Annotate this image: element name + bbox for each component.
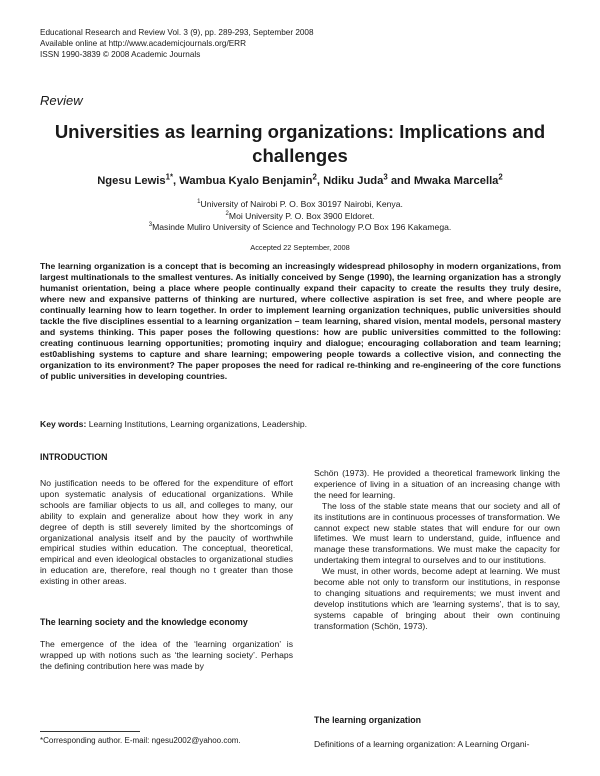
learning-organization-body — [314, 739, 560, 750]
issn-line: ISSN 1990-3839 © 2008 Academic Journals — [40, 50, 201, 59]
introduction-heading: INTRODUCTION — [40, 452, 108, 462]
affiliation-1: $^1$University of Nairobi P. O. Box 30197 Nairobi, Kenya. — [197, 199, 403, 209]
author-2: Wambua Kyalo Benjamin$^2$, — [179, 172, 324, 187]
corresponding-author-footnote: *Corresponding author. E-mail: ngesu2002@yahoo.com. — [40, 736, 241, 745]
url-line: Available online at http://www.academicjournals.org/ERR — [40, 39, 247, 48]
keywords-text: Learning Institutions, Learning organizations, Leadership. — [88, 419, 308, 429]
journal-line: Educational Research and Review Vol. 3 (9), pp. 289-293, September 2008 — [40, 28, 314, 37]
author-3: Ndiku Juda$^3$ and — [323, 172, 414, 187]
learning-organization-heading: The learning organization — [314, 715, 422, 725]
accepted-date: Accepted 22 September, 2008 — [250, 243, 350, 252]
learning-organization-paragraph: Definitions of a learning organization: A Learning Organi- — [314, 739, 530, 749]
affiliation-3: $^3$Masinde Muliro University of Science and Technology P.O Box 196 Kakamega. — [148, 222, 452, 232]
schon-paragraph: Schön (1973). He provided a theoretical framework linking the experience of living in a situation of an increasing change with the need for learning. — [314, 468, 560, 500]
author-4: Mwaka Marcella$^2$ — [413, 172, 503, 187]
keywords — [40, 419, 561, 429]
journal-header — [40, 27, 314, 60]
footnote-rule — [40, 731, 140, 732]
learning-society-paragraph: The emergence of the idea of the ‘learning organization’ is wrapped up with notions such as ‘the learning society’. Perhaps the defining contribution here was made by — [40, 639, 293, 671]
stable-state-paragraph: The loss of the stable state means that our society and all of its institutions are in continuous processes of transformation. We cannot expect new stable states that will endure for our own lifetimes. We must learn to understand, guide, influence and manage these transformations. We must make the capacity for undertaking them integral to ourselves and to our institutions. — [314, 500, 560, 566]
introduction-body — [40, 478, 293, 587]
adept-learning-paragraph: We must, in other words, become adept at learning. We must become able not only to transform our institutions, in response to changing situations and requirements; we must invent and develop institutions which are ‘learning systems’, that is to say, systems capable of bringing about their own continuing transformation (Schön, 1973). — [314, 566, 560, 631]
affiliation-2: $^2$Moi University P. O. Box 3900 Eldoret. — [225, 210, 375, 221]
learning-society-heading: The learning society and the knowledge economy — [40, 617, 248, 627]
abstract: The learning organization is a concept that is becoming an increasingly widespread philosophy in modern organizations, from largest multinationals to the smallest ventures. As initially conceived by Senge (1990), the learning organization has a strongly humanist orientation, being a place where people continually expand their capacity to create the results they truly desire, where new and expansive patterns of thinking are nurtured, where collective aspiration is set free, and where people are continually learning how to learn together. In order to implement learning organization techniques, public universities should tackle the five disciplines essential to a learning organization – team learning, shared vision, mental models, personal mastery and systems thinking. This paper poses the following questions: how are public universities committed to the following: creating continuous learning opportunities; promoting inquiry and dialogue; encouraging collaboration and team learning; est0ablishing systems to capture and share learning; empowering people towards a collective vision, and connecting the organization to its environment? The paper proposes the need for radical re-thinking and re-engineering of the core functions of public universities in developing countries. — [40, 261, 561, 381]
section-label: Review — [40, 93, 83, 108]
author-list — [40, 172, 560, 187]
right-column-body — [314, 468, 560, 632]
affiliations — [40, 199, 560, 234]
learning-society-body — [40, 639, 293, 672]
intro-paragraph: No justification needs to be offered for the expenditure of effort upon systematic analysis of educational organizations. While schools are familiar objects to us all, and colleges to many, our ability to explain and generalize about how they work in any degree of depth is still severely limited by the shortcomings of organizational analysis itself and by the paucity of worthwhile empirical studies within education. The conceptual, theoretical, empirical and even ideological obstacles to organizational studies in education are, therefore, real though no t greater than those existing in other areas. — [40, 478, 293, 587]
keywords-label: Key words: — [40, 419, 87, 429]
author-1: Ngesu Lewis$^{1*}$, — [97, 172, 180, 187]
paper-title: Universities as learning organizations: Implications and challenges — [54, 121, 546, 166]
